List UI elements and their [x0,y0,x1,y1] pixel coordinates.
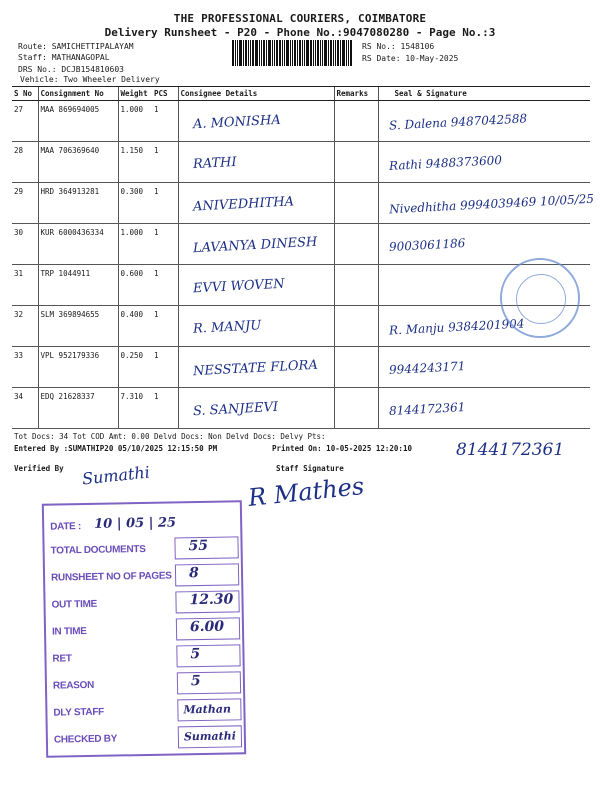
stamp-value-box [176,644,240,667]
stamp-row [45,563,241,590]
barcode-bar [276,40,278,66]
cell-remarks [334,183,378,224]
courier-seal-stamp [500,258,580,338]
barcode-bar [266,40,267,66]
barcode-bar [248,40,249,66]
barcode-bar [245,40,247,66]
barcode-bar [268,40,271,66]
cell-pcs: 1 [152,183,178,224]
barcode-bar [324,40,327,66]
handwritten-consignee: RATHI [192,154,237,173]
barcode-bar [297,40,298,66]
barcode-bar [232,40,234,66]
cell-sno: 30 [12,224,38,265]
cell-sno: 32 [12,306,38,347]
cell-consignment: EDQ 21628337 [38,388,118,429]
stamp-row [47,698,243,725]
table-row [12,101,590,142]
stamp-value-box [175,563,239,586]
col-consignment: Consignment No [38,87,118,101]
cell-weight: 0.300 [118,183,152,224]
barcode-bar [328,40,329,66]
barcode-bar [259,40,260,66]
barcode [232,40,355,66]
cell-weight: 0.400 [118,306,152,347]
barcode-bar [310,40,312,66]
stamp-row [47,671,243,698]
stamp-row-value: Sumathi [183,729,236,744]
stamp-row-value: 12.30 [189,591,234,609]
stamp-row-value: 6.00 [189,618,225,636]
runsheet-stamp [42,500,246,757]
barcode-bar [263,40,265,66]
cell-signature [378,183,594,224]
table-header-row [12,87,590,101]
barcode-bar [255,40,258,66]
barcode-bar [306,40,309,66]
barcode-bar [304,40,305,66]
stamp-date-label: DATE : [50,521,82,533]
stamp-row-label: RET [52,653,72,665]
barcode-bar [322,40,323,66]
stamp-row-label: TOTAL DOCUMENTS [50,543,146,557]
stamp-row-value: 5 [190,646,201,663]
staff-signature: R Mathes [246,472,366,512]
barcode-bar [279,40,281,66]
barcode-bar [294,40,296,66]
stamp-row-label: RUNSHEET NO OF PAGES [51,570,172,584]
stamp-row [45,590,241,617]
handwritten-signature: R. Manju 9384201904 [388,316,525,338]
cell-consignee [178,142,334,183]
verified-by-label: Verified By [14,464,64,473]
document-title: THE PROFESSIONAL COURIERS, COIMBATORE [173,12,427,25]
stamp-row-value: Mathan [183,702,232,717]
col-consignee: Consignee Details [178,87,334,101]
cell-sno: 33 [12,347,38,388]
cell-signature [378,224,590,265]
stamp-row-value: 5 [190,673,201,690]
barcode-bar [313,40,314,66]
cell-pcs: 1 [152,101,178,142]
barcode-bar [292,40,293,66]
barcode-bar [261,40,262,66]
handwritten-consignee: NESSTATE FLORA [192,357,318,380]
col-pcs: PCS [152,87,178,101]
barcode-bar [252,40,254,66]
cell-sno: 34 [12,388,38,429]
entered-by: Entered By :SUMATHIP20 05/10/2025 12:15:50 PM [14,444,218,453]
cell-weight: 1.150 [118,142,152,183]
rs-date: RS Date: 10-May-2025 [362,54,459,63]
handwritten-consignee: S. SANJEEVI [192,399,278,420]
route-label: Route: SAMICHETTIPALAYAM [18,42,134,51]
cell-consignment: HRD 364913281 [38,183,118,224]
cell-consignment: TRP 1044911 [38,265,118,306]
barcode-bar [346,40,347,66]
barcode-bar [250,40,251,66]
barcode-bar [348,40,349,66]
cell-consignee [178,224,334,265]
stamp-row [46,617,242,644]
cell-weight: 0.250 [118,347,152,388]
stamp-value-box [177,671,241,694]
barcode-bar [330,40,332,66]
barcode-bar [337,40,339,66]
stamp-row-value: 8 [188,565,199,582]
barcode-bar [272,40,273,66]
table-row [12,347,590,388]
handwritten-signature: 9944243171 [388,359,466,377]
barcode-bar [274,40,275,66]
cell-consignee [178,183,334,224]
stamp-row [44,536,240,563]
cell-remarks [334,347,378,388]
cell-remarks [334,265,378,306]
barcode-bar [286,40,289,66]
cell-remarks [334,101,378,142]
barcode-bar [237,40,238,66]
barcode-bar [235,40,236,66]
handwritten-signature: 9003061186 [388,236,466,254]
totals-line: Tot Docs: 34 Tot COD Amt: 0.00 Delvd Docs: Non Delvd Docs: Delvy Pts: [14,432,326,441]
handwritten-signature: Rathi 9488373600 [388,153,502,173]
cell-consignment: MAA 869694005 [38,101,118,142]
stamp-row-label: IN TIME [51,626,87,638]
barcode-bar [243,40,244,66]
cell-consignment: KUR 6000436334 [38,224,118,265]
cell-consignee [178,101,334,142]
cell-sno: 31 [12,265,38,306]
barcode-bar [335,40,336,66]
barcode-bar [317,40,319,66]
rs-number: RS No.: 1548106 [362,42,435,51]
document-subtitle: Delivery Runsheet - P20 - Phone No.:9047080280 - Page No.:3 [104,26,496,39]
cell-pcs: 1 [152,306,178,347]
handwritten-signature: Nivedhitha 9994039469 10/05/25 [388,191,594,217]
cell-pcs: 1 [152,224,178,265]
stamp-row [48,725,244,752]
cell-signature [378,347,590,388]
cell-signature [378,388,590,429]
barcode-bar [284,40,285,66]
verified-signature: Sumathi [81,462,151,489]
stamp-date-row [44,512,240,539]
stamp-row-label: CHECKED BY [53,733,118,746]
cell-weight: 1.000 [118,101,152,142]
barcode-bar [333,40,334,66]
drs-number: DRS No.: DCJB154810603 [18,65,124,74]
col-sno: S No [12,87,38,101]
barcode-bar [342,40,345,66]
stamp-row-value: 55 [188,537,209,555]
handwritten-consignee: EVVI WOVEN [192,276,285,297]
cell-consignment: SLM 369894655 [38,306,118,347]
cell-consignment: VPL 952179336 [38,347,118,388]
table-row [12,183,590,224]
cell-weight: 1.000 [118,224,152,265]
table-row [12,142,590,183]
cell-signature [378,142,590,183]
printed-on: Printed On: 10-05-2025 12:20:10 [272,444,412,453]
cell-weight: 7.310 [118,388,152,429]
handwritten-consignee: A. MONISHA [192,112,281,133]
handwritten-consignee: ANIVEDHITHA [192,194,294,215]
vehicle-label: Vehicle: Two Wheeler Delivery [20,75,160,84]
cell-sno: 27 [12,101,38,142]
barcode-bar [239,40,242,66]
cell-pcs: 1 [152,142,178,183]
table-row [12,388,590,429]
barcode-bar [350,40,352,66]
handwritten-phone: 8144172361 [456,440,565,460]
barcode-bar [320,40,321,66]
handwritten-consignee: R. MANJU [192,318,262,337]
stamp-row-label: DLY STAFF [53,706,105,719]
barcode-bar [299,40,301,66]
cell-consignee [178,306,334,347]
cell-pcs: 1 [152,265,178,306]
cell-consignee [178,388,334,429]
handwritten-signature: 8144172361 [388,400,466,418]
stamp-row [46,644,242,671]
barcode-bar [290,40,291,66]
stamp-row-label: REASON [52,679,95,692]
cell-consignee [178,347,334,388]
stamp-row-label: OUT TIME [51,598,98,611]
barcode-bar [340,40,341,66]
col-weight: Weight [118,87,152,101]
col-remarks: Remarks [334,87,378,101]
cell-consignee [178,265,334,306]
cell-consignment: MAA 706369640 [38,142,118,183]
barcode-bar [302,40,303,66]
barcode-bar [282,40,283,66]
cell-remarks [334,388,378,429]
handwritten-consignee: LAVANYA DINESH [192,234,318,257]
staff-label: Staff: MATHANAGOPAL [18,53,110,62]
stamp-date-value: 10 | 05 | 25 [94,515,177,532]
cell-sno: 28 [12,142,38,183]
col-seal-signature: Seal & Signature [378,87,590,101]
cell-pcs: 1 [152,347,178,388]
cell-pcs: 1 [152,388,178,429]
handwritten-signature: S. Dalena 9487042588 [388,111,527,133]
cell-sno: 29 [12,183,38,224]
cell-remarks [334,142,378,183]
cell-signature [378,101,590,142]
cell-weight: 0.600 [118,265,152,306]
staff-signature-label: Staff Signature [276,464,344,473]
barcode-bar [315,40,316,66]
table-row [12,224,590,265]
runsheet-table [12,86,594,429]
cell-remarks [334,224,378,265]
cell-remarks [334,306,378,347]
